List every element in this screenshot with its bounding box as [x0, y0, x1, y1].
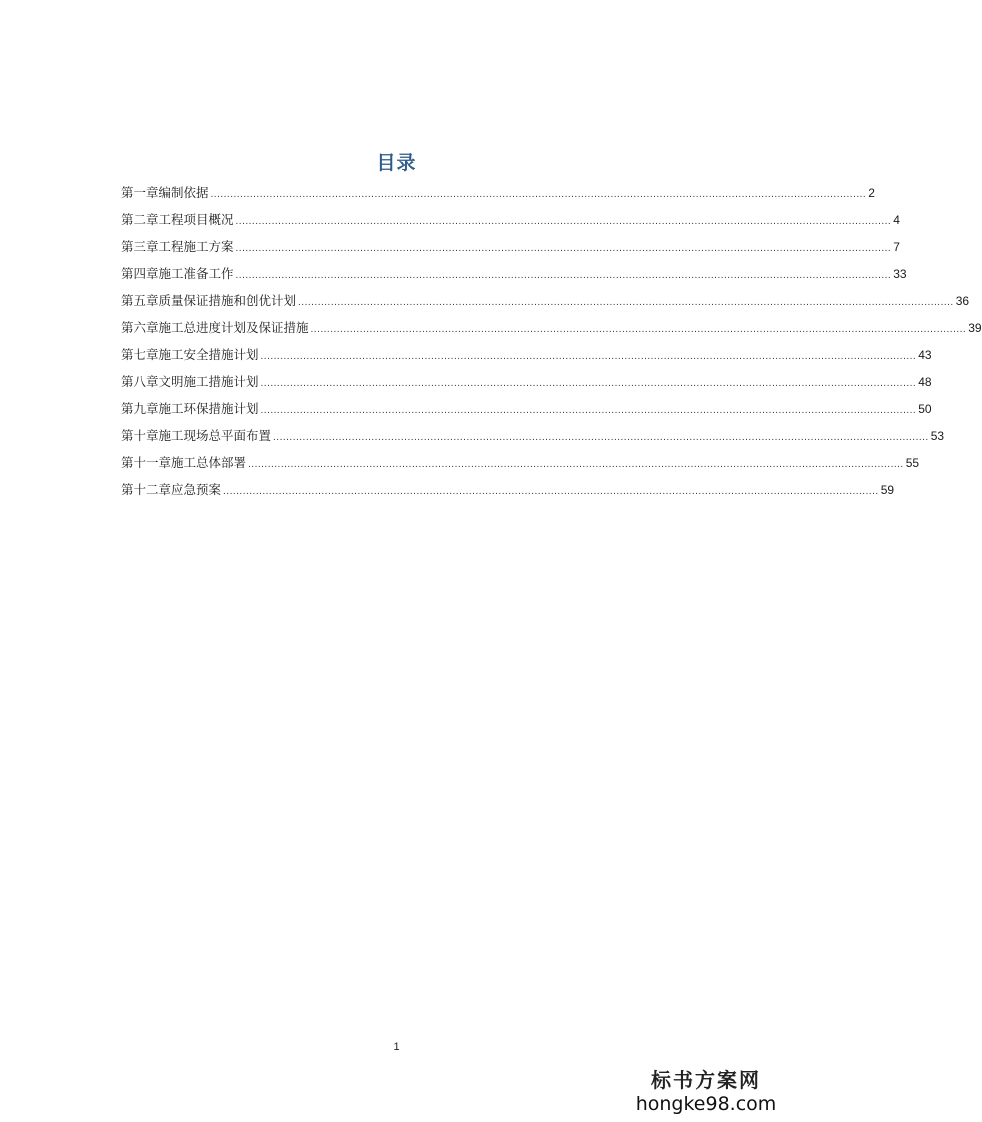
toc-chapter-label: 第十章: [121, 428, 159, 443]
toc-entry-title: 工程项目概况: [158, 212, 234, 227]
toc-page-number: 43: [918, 348, 932, 362]
toc-page-number: 7: [893, 240, 900, 254]
toc-entry[interactable]: [121, 237, 900, 264]
watermark-chinese-text: 标书方案网: [651, 1068, 761, 1092]
toc-leader-dots: ........................................................................................................................................................................................................: [248, 459, 904, 470]
page-number: 1: [393, 1041, 400, 1053]
toc-entry[interactable]: [121, 399, 932, 426]
toc-entry-title: 工程施工方案: [158, 239, 234, 254]
toc-title: 目录: [376, 152, 417, 174]
toc-chapter-label: 第十二章: [121, 482, 172, 497]
toc-leader-dots: ........................................................................................................................................................................................................: [260, 405, 917, 416]
toc-entry-title: 施工现场总平面布置: [158, 428, 272, 443]
toc-page-number: 4: [893, 213, 900, 227]
toc-page-number: 55: [905, 456, 920, 470]
toc-page-number: 50: [918, 402, 932, 416]
toc-leader-dots: ........................................................................................................................................................................................................: [210, 189, 867, 200]
toc-page-number: 48: [918, 375, 932, 389]
toc-entry-title: 施工环保措施计划: [158, 401, 259, 416]
toc-leader-dots: ........................................................................................................................................................................................................: [273, 432, 929, 443]
toc-entry-title: 文明施工措施计划: [158, 374, 259, 389]
toc-entry-title: 质量保证措施和创优计划: [158, 293, 297, 308]
toc-leader-dots: ........................................................................................................................................................................................................: [260, 378, 917, 389]
toc-entry[interactable]: [121, 210, 900, 237]
toc-entry[interactable]: [121, 345, 932, 372]
toc-entry[interactable]: [121, 318, 982, 345]
toc-entry[interactable]: [121, 183, 875, 210]
toc-page-number: 59: [880, 483, 895, 497]
toc-chapter-label: 第八章: [121, 374, 159, 389]
toc-entry-title: 施工安全措施计划: [158, 347, 259, 362]
toc-page-number: 33: [893, 267, 907, 281]
toc-entry[interactable]: [121, 480, 895, 507]
toc-chapter-label: 第九章: [121, 401, 159, 416]
toc-entry[interactable]: [121, 372, 932, 399]
toc-chapter-label: 第三章: [121, 239, 159, 254]
toc-chapter-label: 第六章: [121, 320, 159, 335]
toc-page-number: 53: [930, 429, 945, 443]
toc-leader-dots: ........................................................................................................................................................................................................: [223, 486, 879, 497]
toc-page-number: 39: [968, 321, 982, 335]
watermark-url-text: hongke98.com: [635, 1093, 777, 1115]
toc-chapter-label: 第五章: [121, 293, 159, 308]
toc-leader-dots: ........................................................................................................................................................................................................: [260, 351, 917, 362]
toc-chapter-label: 第四章: [121, 266, 159, 281]
toc-chapter-label: 第一章: [121, 185, 159, 200]
toc-leader-dots: ........................................................................................................................................................................................................: [235, 216, 892, 227]
toc-entry-title: 施工总进度计划及保证措施: [158, 320, 309, 335]
toc-entry[interactable]: [121, 291, 970, 318]
toc-leader-dots: ........................................................................................................................................................................................................: [235, 270, 892, 281]
toc-entry[interactable]: [121, 453, 920, 480]
toc-entry-title: 施工准备工作: [158, 266, 234, 281]
toc-leader-dots: ........................................................................................................................................................................................................: [310, 324, 967, 335]
toc-entry-title: 编制依据: [158, 185, 209, 200]
toc-list: [121, 183, 982, 507]
toc-chapter-label: 第二章: [121, 212, 159, 227]
toc-entry[interactable]: [121, 426, 945, 453]
toc-chapter-label: 第十一章: [121, 455, 172, 470]
toc-chapter-label: 第七章: [121, 347, 159, 362]
watermark-logo: [631, 1068, 781, 1116]
toc-leader-dots: ........................................................................................................................................................................................................: [235, 243, 892, 254]
toc-entry-title: 应急预案: [171, 482, 222, 497]
toc-entry[interactable]: [121, 264, 907, 291]
toc-page-number: 36: [955, 294, 970, 308]
toc-leader-dots: ........................................................................................................................................................................................................: [298, 297, 954, 308]
toc-entry-title: 施工总体部署: [171, 455, 247, 470]
toc-page-number: 2: [868, 186, 875, 200]
